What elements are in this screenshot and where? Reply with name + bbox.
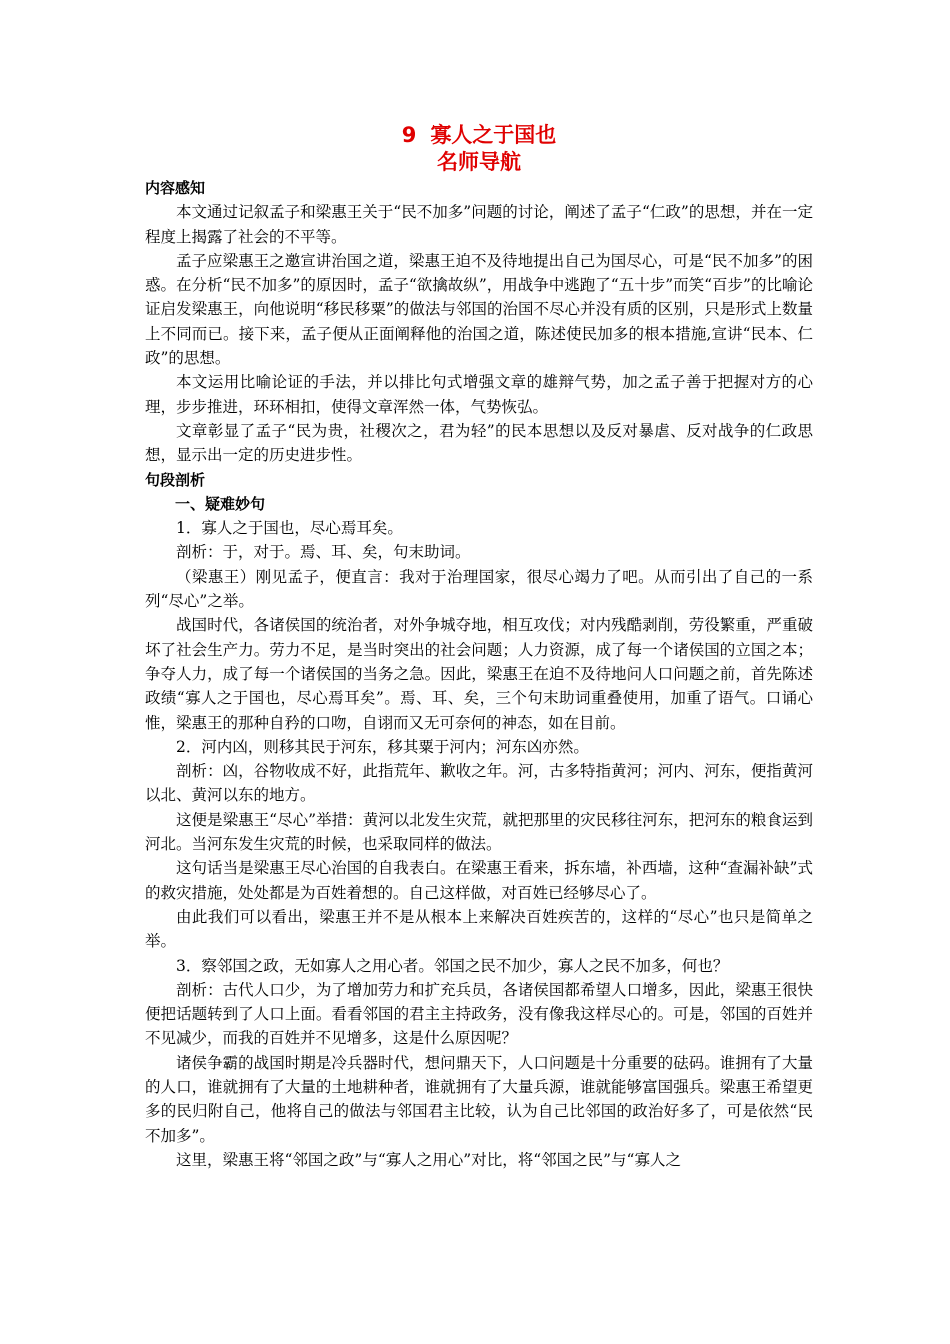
paragraph: 3．察邻国之政，无如寡人之用心者。邻国之民不加少，寡人之民不加多，何也？ bbox=[176, 956, 729, 975]
paragraph: 战国时代，各诸侯国的统治者，对外争城夺地，相互攻伐；对内残酷剥削，劳役繁重，严重破坏了社会生产力。劳力不足，是当时突出的社会问题；人力资源，成了每一个诸侯国的立国之本；争夺人力，成了每一个诸侯国的当务之急。因此，梁惠王在迫不及待地问人口问题之前，首先陈述政绩“寡人之于国也，尽心焉耳矣”。焉、耳、矣，三个句末助词重叠使用，加重了语气。口诵心惟，梁惠王的那种自矜的口吻，自诩而又无可奈何的神态，如在目前。 bbox=[145, 616, 813, 732]
lesson-number: 9 bbox=[401, 123, 417, 147]
paragraph: 诸侯争霸的战国时期是冷兵器时代，想问鼎天下，人口问题是十分重要的砝码。谁拥有了大量的人口，谁就拥有了大量的土地耕种者，谁就拥有了大量兵源，谁就能够富国强兵。梁惠王希望更多的民归附自己，他将自己的做法与邻国君主比较，认为自己比邻国的政治好多了，可是依然“民不加多”。 bbox=[145, 1053, 813, 1145]
paragraph: 这里，梁惠王将“邻国之政”与“寡人之用心”对比，将“邻国之民”与“寡人之 bbox=[176, 1150, 681, 1169]
document-title bbox=[145, 122, 813, 149]
paragraph: 剖析：古代人口少，为了增加劳力和扩充兵员，各诸侯国都希望人口增多，因此，梁惠王很快便把话题转到了人口上面。看看邻国的君主主持政务，没有像我这样尽心的。可是，邻国的百姓并不见减少，而我的百姓并不见增多，这是什么原因呢？ bbox=[145, 980, 813, 1048]
paragraph: 这句话当是梁惠王尽心治国的自我表白。在梁惠王看来，拆东墙，补西墙，这种“查漏补缺”式的救灾措施，处处都是为百姓着想的。自己这样做，对百姓已经够尽心了。 bbox=[145, 859, 813, 902]
paragraph: （梁惠王）刚见孟子，便直言：我对于治理国家，很尽心竭力了吧。从而引出了自己的一系列“尽心”之举。 bbox=[145, 567, 813, 611]
document-subtitle: 名师导航 bbox=[437, 150, 521, 174]
paragraph: 孟子应梁惠王之邀宣讲治国之道，梁惠王迫不及待地提出自己为国尽心，可是“民不加多”的困惑。在分析“民不加多”的原因时，孟子“欲擒故纵”，用战争中逃跑了“五十步”而笑“百步”的比喻论证启发梁惠王，向他说明“移民移粟”的做法与邻国的治国不尽心并没有质的区别，只是形式上数量上不同而已。接下来，孟子便从正面阐释他的治国之道，陈述使民加多的根本措施,宣讲“民本、仁政”的思想。 bbox=[145, 251, 813, 368]
subsection-heading: 一、疑难妙句 bbox=[175, 494, 266, 513]
paragraph: 2．河内凶，则移其民于河东，移其粟于河内；河东凶亦然。 bbox=[176, 737, 589, 756]
paragraph: 1．寡人之于国也，尽心焉耳矣。 bbox=[176, 519, 403, 538]
document-page bbox=[145, 122, 813, 1172]
paragraph: 由此我们可以看出，梁惠王并不是从根本上来解决百姓疾苦的，这样的“尽心”也只是简单之举。 bbox=[145, 907, 813, 951]
paragraph: 文章彰显了孟子“民为贵，社稷次之，君为轻”的民本思想以及反对暴虐、反对战争的仁政思想，显示出一定的历史进步性。 bbox=[145, 421, 813, 465]
lesson-title: 寡人之于国也 bbox=[430, 123, 557, 147]
paragraph: 这便是梁惠王“尽心”举措：黄河以北发生灾荒，就把那里的灾民移往河东，把河东的粮食运到河北。当河东发生灾荒的时候，也采取同样的做法。 bbox=[145, 810, 813, 854]
paragraph: 剖析：于，对于。焉、耳、矣，句末助词。 bbox=[176, 543, 471, 562]
paragraph: 本文运用比喻论证的手法，并以排比句式增强文章的雄辩气势，加之孟子善于把握对方的心理，步步推进，环环相扣，使得文章浑然一体，气势恢弘。 bbox=[145, 373, 813, 416]
section-heading-content: 内容感知 bbox=[145, 179, 206, 197]
section-heading-analysis: 句段剖析 bbox=[145, 470, 206, 489]
paragraph: 剖析：凶，谷物收成不好，此指荒年、歉收之年。河，古多特指黄河；河内、河东，便指黄河以北、黄河以东的地方。 bbox=[145, 762, 813, 805]
paragraph: 本文通过记叙孟子和梁惠王关于“民不加多”问题的讨论，阐述了孟子“仁政”的思想，并在一定程度上揭露了社会的不平等。 bbox=[145, 203, 813, 246]
